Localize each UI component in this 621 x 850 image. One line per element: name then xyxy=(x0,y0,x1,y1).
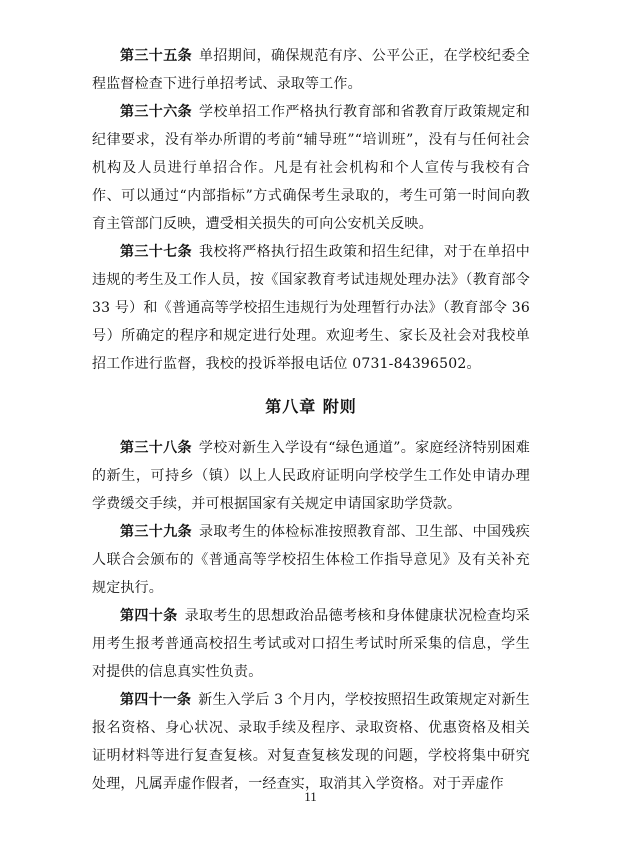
article-label: 第三十五条 xyxy=(120,48,192,64)
article-label: 第三十八条 xyxy=(120,440,192,456)
article-38 xyxy=(92,434,530,518)
article-label: 第三十七条 xyxy=(120,244,192,260)
article-text: 录取考生的体检标准按照教育部、卫生部、中国残疾人联合会颁布的《普通高等学校招生体检工作指导意见》及有关补充规定执行。 xyxy=(92,524,530,596)
article-text: 单招期间，确保规范有序、公平公正，在学校纪委全程监督检查下进行单招考试、录取等工作。 xyxy=(92,48,530,92)
article-label: 第四十条 xyxy=(120,608,178,624)
article-label: 第三十九条 xyxy=(120,524,192,540)
article-41 xyxy=(92,686,530,798)
article-text: 学校对新生入学设有“绿色通道”。家庭经济特别困难的新生，可持乡（镇）以上人民政府证明向学校学生工作处申请办理学费缓交手续，并可根据国家有关规定申请国家助学贷款。 xyxy=(92,440,530,512)
page-number: 11 xyxy=(304,789,317,804)
article-text: 我校将严格执行招生政策和招生纪律，对于在单招中违规的考生及工作人员，按《国家教育考试违规处理办法》（教育部令 33 号）和《普通高等学校招生违规行为处理暂行办法》（教育部令 36 号）所确定的程序和规定进行处理。欢迎考生、家长及社会对我校单招工作进行监督，我校的投诉举报电话位 0731-84396502。 xyxy=(92,244,530,372)
article-text: 学校单招工作严格执行教育部和省教育厅政策规定和纪律要求，没有举办所谓的考前“辅导班”“培训班”，没有与任何社会机构及人员进行单招合作。凡是有社会机构和个人宣传与我校有合作、可以通过“内部指标”方式确保考生录取的，考生可第一时间向教育主管部门反映，遭受相关损失的可向公安机关反映。 xyxy=(92,104,530,232)
article-35 xyxy=(92,42,530,98)
page-content xyxy=(92,42,530,798)
article-36 xyxy=(92,98,530,238)
article-37 xyxy=(92,238,530,378)
article-text: 录取考生的思想政治品德考核和身体健康状况检查均采用考生报考普通高校招生考试或对口招生考试时所采集的信息，学生对提供的信息真实性负责。 xyxy=(92,608,530,680)
article-label: 第三十六条 xyxy=(120,104,192,120)
article-40 xyxy=(92,602,530,686)
chapter-heading: 第八章 附则 xyxy=(265,397,357,416)
article-label: 第四十一条 xyxy=(120,692,192,708)
article-text: 新生入学后 3 个月内，学校按照招生政策规定对新生报名资格、身心状况、录取手续及程序、录取资格、优惠资格及相关证明材料等进行复查复核。对复查复核发现的问题，学校将集中研究处理，凡属弄虚作假者，一经查实，取消其入学资格。对于弄虚作 xyxy=(92,692,531,792)
article-39 xyxy=(92,518,530,602)
